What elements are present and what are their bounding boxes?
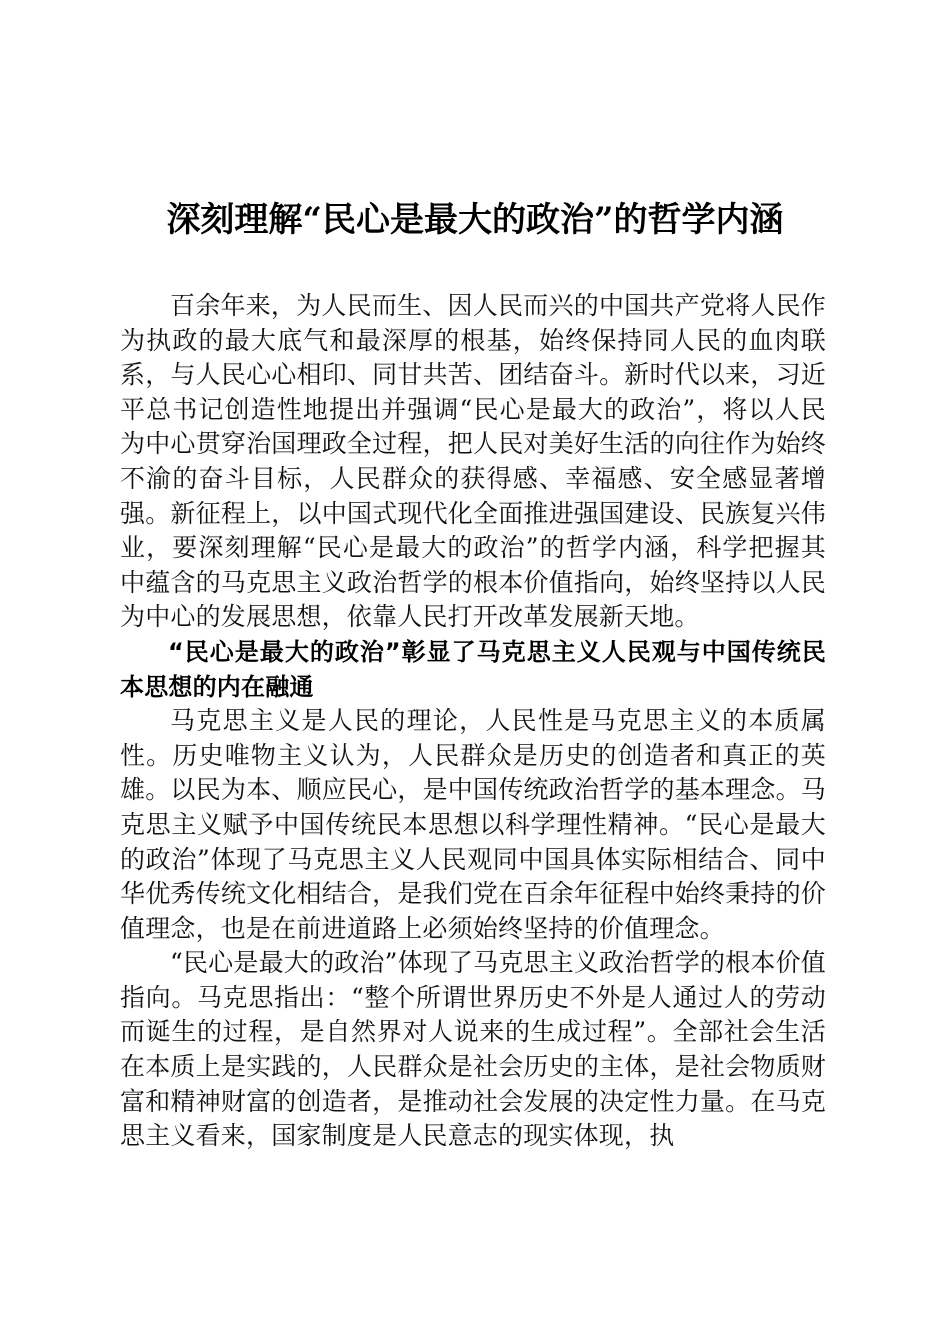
section-heading-1: “民心是最大的政治”彰显了马克思主义人民观与中国传统民本思想的内在融通	[120, 637, 826, 701]
document-title: 深刻理解“民心是最大的政治”的哲学内涵	[166, 200, 784, 240]
body-paragraph-1: 百余年来，为人民而生、因人民而兴的中国共产党将人民作为执政的最大底气和最深厚的根基，始终保持同人民的血肉联系，与人民心心相印、同甘共苦、团结奋斗。新时代以来，习近平总书记创造性地提出并强调“民心是最大的政治”，将以人民为中心贯穿治国理政全过程，把人民对美好生活的向往作为始终不渝的奋斗目标，人民群众的获得感、幸福感、安全感显著增强。新征程上，以中国式现代化全面推进强国建设、民族复兴伟业，要深刻理解“民心是最大的政治”的哲学内涵，科学把握其中蕴含的马克思主义政治哲学的根本价值指向，始终坚持以人民为中心的发展思想，依靠人民打开改革发展新天地。	[120, 291, 826, 632]
document-body	[120, 289, 826, 1154]
body-paragraph-3: “民心是最大的政治”体现了马克思主义政治哲学的根本价值指向。马克思指出：“整个所谓世界历史不外是人通过人的劳动而诞生的过程，是自然界对人说来的生成过程”。全部社会生活在本质上是实践的，人民群众是社会历史的主体，是社会物质财富和精神财富的创造者，是推动社会发展的决定性力量。在马克思主义看来，国家制度是人民意志的现实体现，执	[120, 948, 826, 1151]
body-paragraph-2: 马克思主义是人民的理论，人民性是马克思主义的本质属性。历史唯物主义认为，人民群众是历史的创造者和真正的英雄。以民为本、顺应民心，是中国传统政治哲学的基本理念。马克思主义赋予中国传统民本思想以科学理性精神。“民心是最大的政治”体现了马克思主义人民观同中国具体实际相结合、同中华优秀传统文化相结合，是我们党在百余年征程中始终秉持的价值理念，也是在前进道路上必须始终坚持的价值理念。	[120, 706, 826, 943]
